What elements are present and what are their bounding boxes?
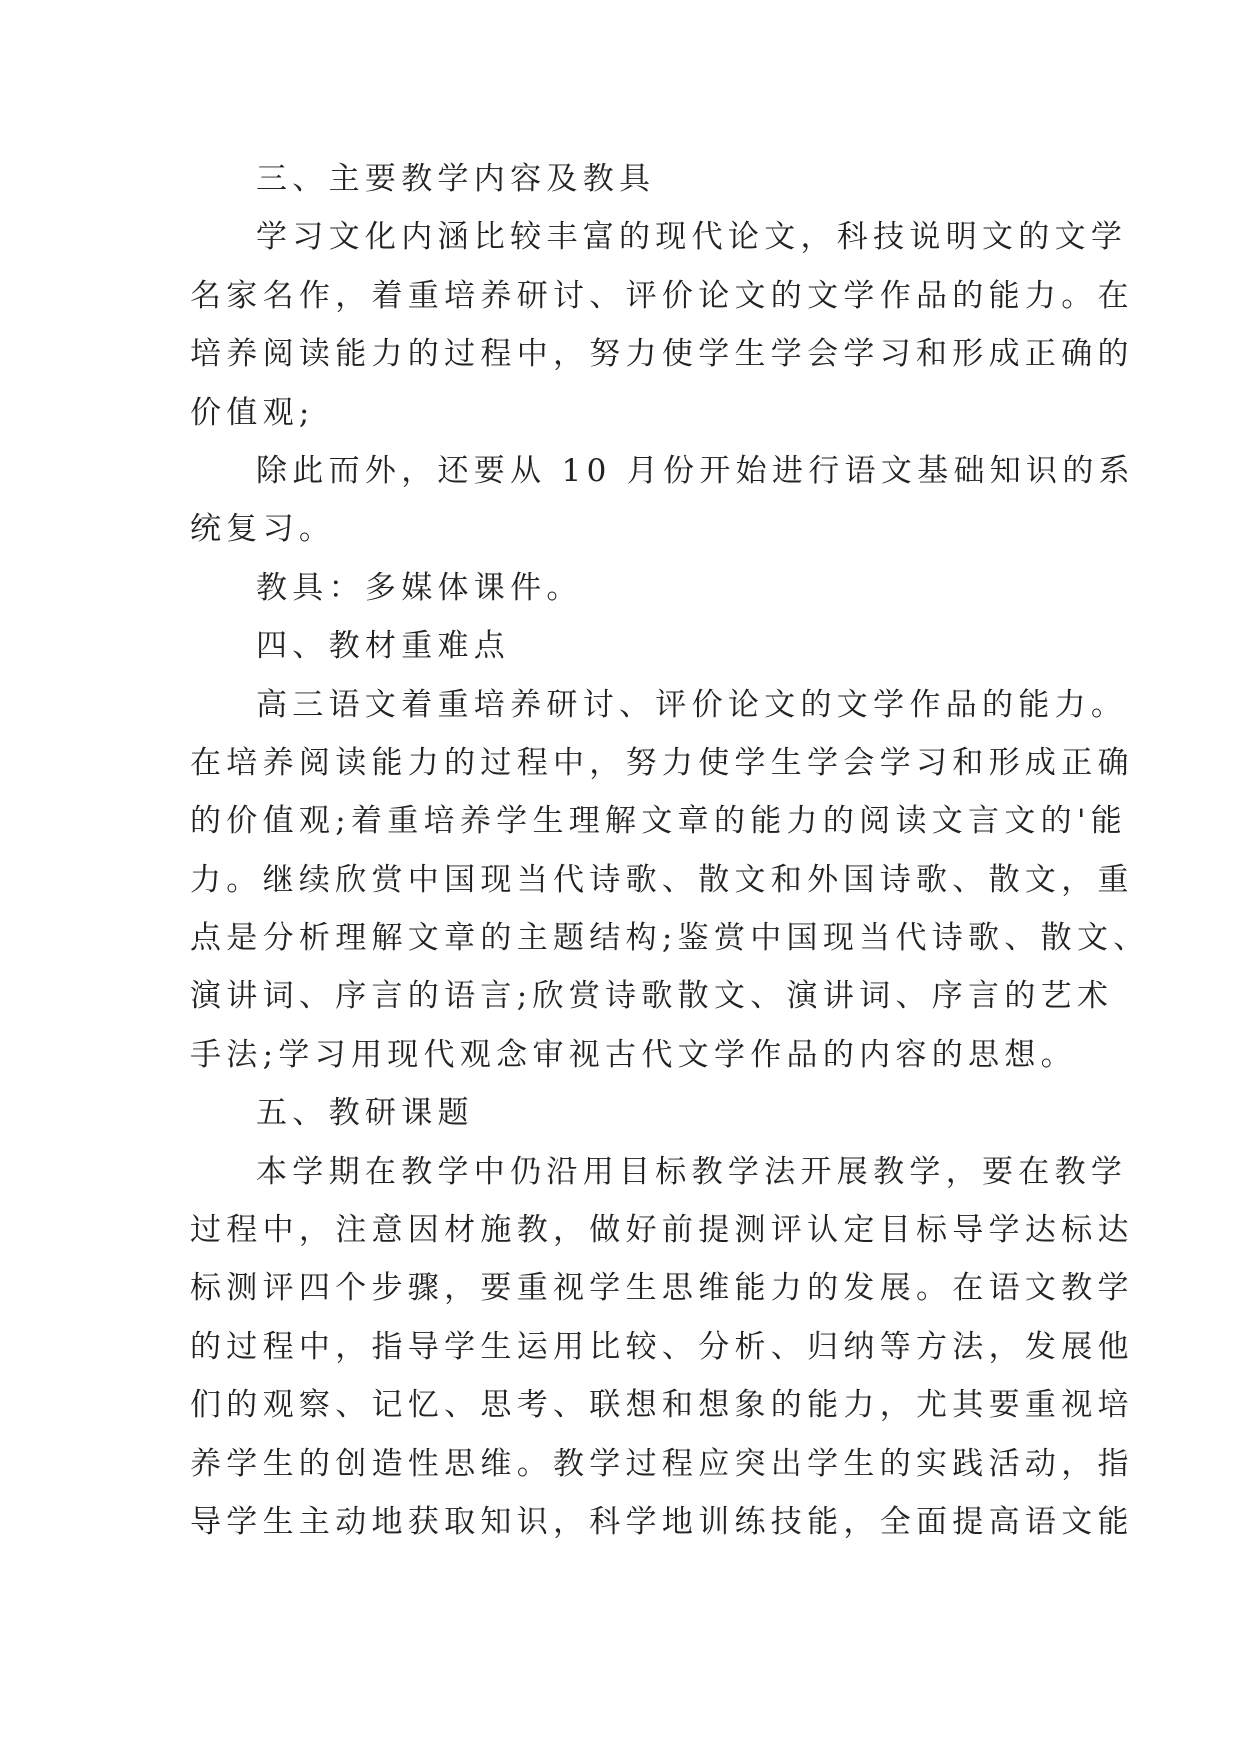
paragraph-line: 手法;学习用现代观念审视古代文学作品的内容的思想。 bbox=[190, 1036, 1077, 1073]
paragraph-line: 点是分析理解文章的主题结构;鉴赏中国现当代诗歌、散文、 bbox=[190, 920, 1150, 957]
paragraph-line: 过程中，注意因材施教，做好前提测评认定目标导学达标达 bbox=[190, 1212, 1134, 1249]
paragraph-line: 们的观察、记忆、思考、联想和想象的能力，尤其要重视培 bbox=[190, 1387, 1134, 1424]
paragraph-line: 高三语文着重培养研讨、评价论文的文学作品的能力。 bbox=[256, 686, 1128, 723]
paragraph-line: 名家名作，着重培养研讨、评价论文的文学作品的能力。在 bbox=[190, 277, 1134, 314]
paragraph-line: 标测评四个步骤，要重视学生思维能力的发展。在语文教学 bbox=[190, 1270, 1134, 1307]
paragraph-line: 除此而外，还要从 10 月份开始进行语文基础知识的系 bbox=[256, 452, 1135, 489]
paragraph-line: 培养阅读能力的过程中，努力使学生学会学习和形成正确的 bbox=[190, 336, 1134, 373]
paragraph-line: 价值观; bbox=[190, 394, 315, 431]
section-heading-3: 三、主要教学内容及教具 bbox=[256, 161, 656, 197]
paragraph-line: 在培养阅读能力的过程中，努力使学生学会学习和形成正确 bbox=[190, 744, 1134, 781]
paragraph-line: 养学生的创造性思维。教学过程应突出学生的实践活动，指 bbox=[190, 1445, 1134, 1482]
paragraph-line: 的价值观;着重培养学生理解文章的能力的阅读文言文的'能 bbox=[190, 803, 1128, 840]
paragraph-line: 的过程中，指导学生运用比较、分析、归纳等方法，发展他 bbox=[190, 1328, 1134, 1365]
document-body bbox=[190, 150, 1150, 1551]
paragraph-line: 统复习。 bbox=[190, 511, 336, 548]
paragraph-line: 学习文化内涵比较丰富的现代论文，科技说明文的文学 bbox=[256, 219, 1128, 256]
paragraph-line: 力。继续欣赏中国现当代诗歌、散文和外国诗歌、散文，重 bbox=[190, 861, 1134, 898]
section-heading-5: 五、教研课题 bbox=[256, 1095, 474, 1132]
paragraph-line: 演讲词、序言的语言;欣赏诗歌散文、演讲词、序言的艺术 bbox=[190, 978, 1114, 1015]
paragraph-line: 教具：多媒体课件。 bbox=[256, 569, 583, 606]
paragraph-line: 导学生主动地获取知识，科学地训练技能，全面提高语文能 bbox=[190, 1503, 1134, 1540]
section-heading-4: 四、教材重难点 bbox=[256, 628, 511, 665]
paragraph-line: 本学期在教学中仍沿用目标教学法开展教学，要在教学 bbox=[256, 1153, 1128, 1190]
